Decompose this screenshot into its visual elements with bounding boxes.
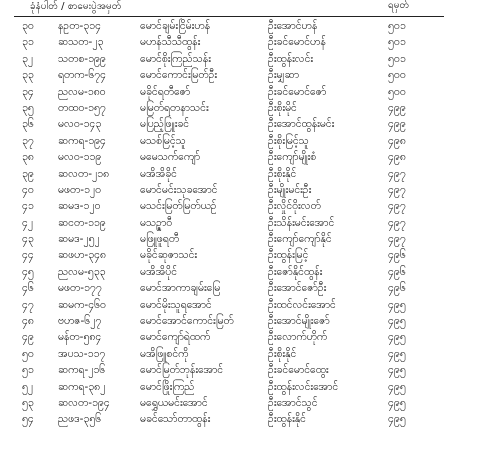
row-score: ၄၉၅ [388,331,406,344]
row-score: ၄၉၅ [388,347,406,360]
row-reg-no: မဖတ-၁၇၇ [58,282,102,295]
row-father-name: ဦးထွန်းလင်း [268,52,314,65]
row-student-name: မခင်သော်တာထွန်း [140,413,211,426]
row-reg-no: ဆဖဟ-၃၄၈ [58,249,107,262]
row-score: ၄၉၅ [388,315,406,328]
row-score: ၄၉၅ [388,364,406,377]
table-row [0,264,480,280]
row-student-name: မရွှေယမင်းအောင် [140,396,208,409]
row-number: ၃၄ [22,85,34,98]
row-reg-no: ဆကရ-၂၁၆ [58,364,106,377]
row-score: ၄၉၇ [388,233,406,246]
table-row [0,379,480,395]
row-score: ၄၉၇ [388,200,406,213]
table-row [0,166,480,182]
row-reg-no: ဆမဒ-၂၅၂ [58,233,100,246]
row-score: ၅၀၁ [388,52,406,65]
row-father-name: ဦးကျော်ကျော်နိုင် [268,233,332,246]
row-reg-no: မဖတ-၁၂၀ [58,183,101,196]
row-reg-no: ဆလတ-၁၉၄ [58,396,110,409]
table-row [0,346,480,362]
row-student-name: မောင်စိုးကြည်သန်း [140,52,211,65]
row-reg-no: သတစ-၁၉၉ [58,52,106,65]
table-row [0,297,480,313]
row-number: ၅၂ [22,380,34,393]
row-number: ၅၁ [22,364,34,377]
row-number: ၃၆ [22,118,34,131]
row-father-name: ဦးကျော်မျိုးစံ [268,151,317,164]
row-number: ၅၄ [22,413,34,426]
row-reg-no: ဆငတ-၁၁၉ [58,216,106,229]
row-reg-no: နဥတ-၃၁၄ [58,20,101,32]
row-number: ၃၅ [22,101,34,114]
header-score-label: ရမှတ် [388,0,410,11]
row-student-name: မအိအိပိုင် [140,265,178,278]
table-row [0,67,480,83]
row-number: ၄၇ [22,298,34,311]
row-father-name: ဦးထွန်းလင်းအောင် [268,380,339,393]
row-number: ၄၅ [22,265,34,278]
row-score: ၄၉၇ [388,183,406,196]
row-student-name: မမေသက်ကျော် [140,151,201,164]
row-father-name: ဦးစိုးမြင့်သူ [268,134,309,147]
row-score: ၅၀၁ [388,20,406,32]
row-father-name: ဦးထွန်းမြင့် [268,249,309,262]
table-row [0,133,480,149]
row-reg-no: ဆမက-၄၆၀ [58,298,106,311]
row-reg-no: မလဝ-၁၁၉ [58,151,102,164]
row-father-name: ဦးမျှဆာ [268,69,300,82]
row-reg-no: ညဖဒ-၃၅၆ [58,413,102,426]
row-student-name: မသဉ္ဇာဝီ [140,216,173,229]
row-number: ၃၂ [22,52,34,65]
row-reg-no: ဆလတ-၂၁၈ [58,167,110,180]
row-father-name: ဦးအောင်ထွန်းမင်း [268,118,335,131]
row-number: ၄၈ [22,315,34,328]
table-row [0,51,480,67]
row-father-name: ဦးအောင်ဇော်ဦး [268,282,327,295]
row-reg-no: ဆမဒ-၁၂၀ [58,200,101,213]
row-student-name: မဟန်သီသီထွန်း [140,36,201,49]
table-row [0,247,480,263]
row-student-name: မမြတ်ရတနာသင်း [140,101,209,114]
row-student-name: မောင်အောင်ကောင်းမြတ် [140,315,234,328]
row-student-name: မောင်ကောင်းမြတ်ဦး [140,69,218,82]
row-number: ၄၄ [22,249,34,262]
row-number: ၄၁ [22,200,34,213]
row-reg-no: ညလမ-၅၃၃ [58,265,106,278]
row-father-name: ဦးထင်လင်းအောင် [268,298,336,311]
row-student-name: မအိအိခိုင် [140,167,178,180]
row-student-name: မောင်အာကာချမ်းမြေ [140,282,221,295]
row-score: ၄၉၈ [388,151,406,164]
row-student-name: မဖြူဖူရတီ [140,233,180,246]
row-number: ၃၁ [22,36,34,49]
table-row [0,34,480,50]
row-score: ၄၉၉ [388,118,406,131]
row-reg-no: အပသ-၁၁၇ [58,347,106,360]
header-reg-label: ခုံနံပါတ် / စာမေးပွဲအမှတ် [30,1,122,12]
table-row [0,215,480,231]
row-father-name: ဦးအောင်ဟန် [268,20,318,32]
row-score: ၄၉၇ [388,216,406,229]
row-student-name: မောင်ချမ်းငြိမ်းဟန် [140,20,211,32]
row-student-name: မပြည့်ဖြူးခင် [140,118,190,131]
row-reg-no: ရတက-၆၇၄ [58,69,107,82]
row-score: ၅၀၁ [388,36,406,49]
table-row [0,149,480,165]
row-student-name: မောင်မြတ်ဘုန်းအောင် [140,364,224,377]
row-student-name: မသင်းမြတ်မြတ်ယဉ် [140,200,217,213]
table-row [0,280,480,296]
row-student-name: မအိဖြူစင်ကို [140,347,189,360]
row-reg-no: မလဝ-၁၄၃ [58,118,102,131]
row-score: ၄၉၆ [388,249,406,262]
row-student-name: မသစ်မြင့်သူ [140,134,186,147]
row-number: ၃၀ [22,20,34,32]
row-score: ၄၉၇ [388,167,406,180]
row-number: ၄၆ [22,282,34,295]
row-number: ၅၀ [22,347,34,360]
table-row [0,411,480,427]
row-number: ၄၀ [22,183,34,196]
row-reg-no: ဆကရ-၁၉၄ [58,134,106,147]
row-score: ၄၉၆ [388,265,406,278]
row-number: ၄၉ [22,331,34,344]
row-score: ၄၉၅ [388,298,406,311]
row-father-name: ဦးစိုးနိုင် [268,347,297,360]
row-student-name: မောင်မိုးသူရအောင် [140,298,212,311]
row-student-name: မခိုင်ဆုဇာသင်း [140,249,198,262]
row-score: ၅၀၀ [388,69,406,82]
table-row [0,100,480,116]
row-number: ၄၃ [22,233,34,246]
row-father-name: ဦးထွန်းနိုင် [268,413,306,426]
row-score: ၄၉၈ [388,134,406,147]
row-father-name: ဦးခင်မောင်ဇော် [268,85,327,98]
row-number: ၄၂ [22,216,34,229]
row-score: ၄၉၉ [388,101,406,114]
row-score: ၄၉၅ [388,380,406,393]
row-reg-no: ဆသတ-၂၃ [58,36,104,49]
table-row [0,198,480,214]
row-student-name: မောင်ဖြိုးကြည် [140,380,195,393]
row-score: ၄၉၆ [388,282,406,295]
table-row [0,84,480,100]
row-student-name: မောင်ကျော်ရဲထက် [140,331,211,344]
row-reg-no: တထဝ-၁၅၇ [58,101,106,114]
row-student-name: မခိုင်ရတီဇော် [140,85,191,98]
results-list [0,18,480,428]
row-number: ၃၇ [22,134,34,147]
row-father-name: ဦးမျိုးမင်းဦး [268,183,312,196]
row-reg-no: ညလမ-၁၈၀ [58,85,106,98]
row-score: ၄၉၅ [388,396,406,409]
row-number: ၃၉ [22,167,34,180]
row-reg-no: ဗဟဇ-၆၂၇ [58,315,102,328]
row-father-name: ဦးအောင်သွင် [268,396,318,409]
row-father-name: ဦးခင်မောင်ထွေး [268,364,329,377]
row-reg-no: ဆကရ-၃၈၂ [58,380,106,393]
row-father-name: ဦးစိုးမိုင် [268,101,297,114]
table-row [0,313,480,329]
row-number: ၃၈ [22,151,34,164]
row-score: ၄၉၅ [388,413,406,426]
table-row [0,182,480,198]
row-father-name: ဦးလောက်ဟိုက် [268,331,328,344]
row-father-name: ဦးစိုးနိုင် [268,167,297,180]
row-number: ၅၃ [22,396,34,409]
row-father-name: ဦးအောင်မျိုးဇော် [268,315,330,328]
table-row [0,116,480,132]
table-row [0,18,480,34]
table-row [0,395,480,411]
row-student-name: မောင်မင်းသုခအောင် [140,183,218,196]
row-number: ၃၃ [22,69,34,82]
row-father-name: ဦးလှိုင်ဝိုးလတ် [268,200,321,213]
header-divider [14,16,444,17]
row-father-name: ဦးဇော်နိုင်ထွန်း [268,265,323,278]
table-row [0,362,480,378]
table-row [0,329,480,345]
row-score: ၅၀၀ [388,85,406,98]
row-father-name: ဦးခင်မောင်ဟန် [268,36,326,49]
table-row [0,231,480,247]
row-father-name: ဦးသိန်းမင်းအောင် [268,216,335,229]
row-reg-no: မန်တ-၅၈၄ [58,331,102,344]
